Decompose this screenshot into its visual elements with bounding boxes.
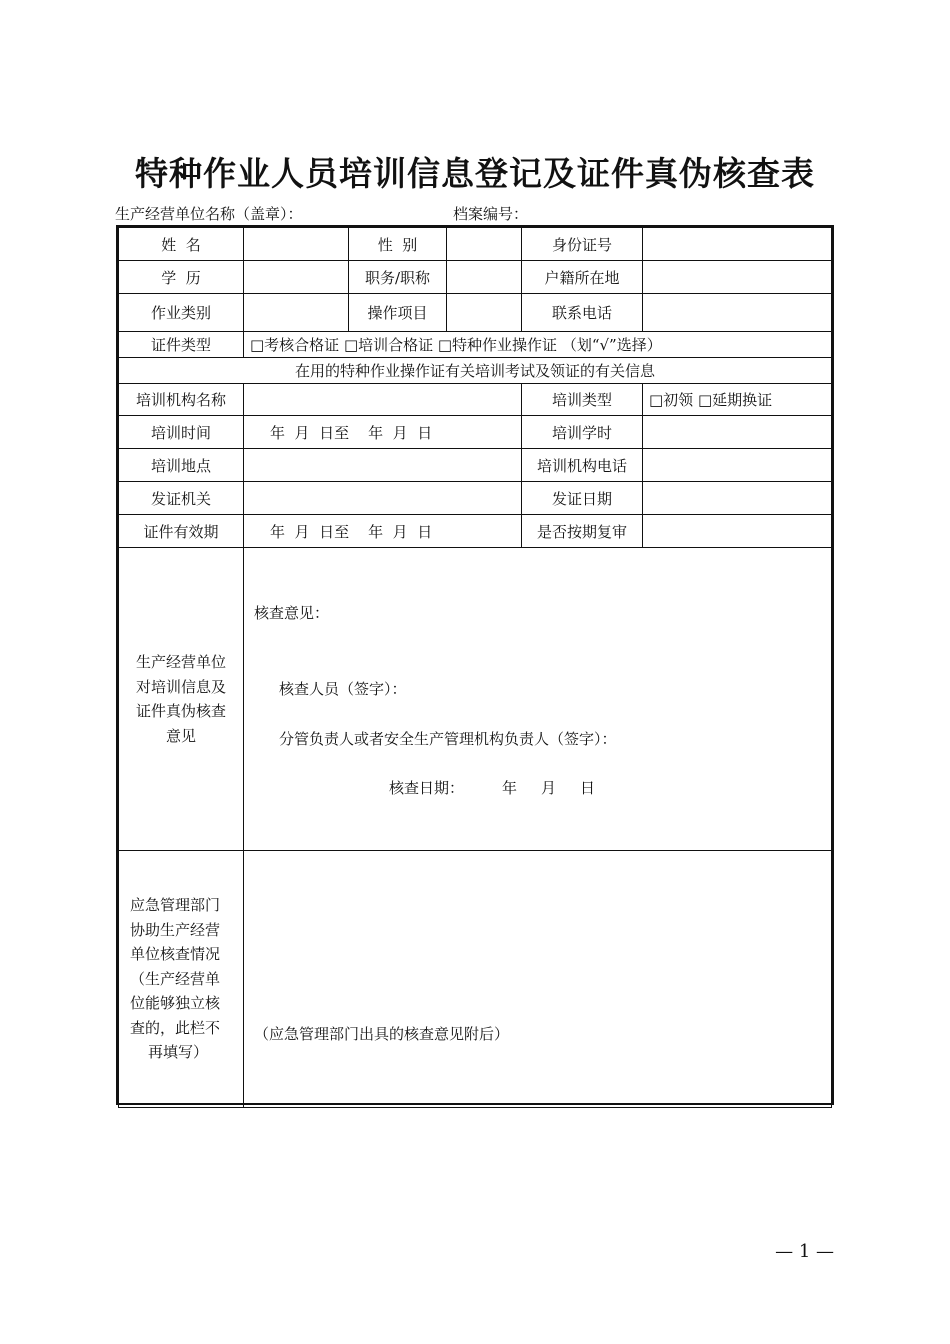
issue-date-label: 发证日期	[522, 482, 643, 515]
table-row	[119, 548, 832, 851]
assist-label-line: 单位核查情况	[130, 945, 221, 964]
hukou-label: 户籍所在地	[522, 261, 643, 294]
review-on-time-field[interactable]	[643, 515, 832, 548]
training-hours-label: 培训学时	[522, 416, 643, 449]
id-number-field[interactable]	[643, 228, 832, 261]
education-label: 学 历	[119, 261, 244, 294]
training-org-label: 培训机构名称	[119, 384, 244, 416]
assist-label-line: 应急管理部门	[130, 896, 221, 915]
cert-type-options[interactable]: □考核合格证 □培训合格证 □特种作业操作证 （划“√”选择）	[244, 332, 832, 358]
table-row	[119, 449, 832, 482]
cert-type-label: 证件类型	[119, 332, 244, 358]
name-field[interactable]	[244, 228, 349, 261]
table-row	[119, 228, 832, 261]
table-row	[119, 416, 832, 449]
table-row	[119, 851, 832, 1108]
review-label-line: 对培训信息及	[135, 677, 226, 696]
review-opinion-label: 核查意见：	[254, 604, 330, 622]
assist-section-content[interactable]	[244, 851, 832, 1108]
table-row	[119, 515, 832, 548]
gender-label: 性 别	[349, 228, 447, 261]
operation-item-field[interactable]	[447, 294, 522, 332]
section-heading: 在用的特种作业操作证有关培训考试及领证的有关信息	[119, 358, 832, 384]
training-type-options[interactable]: □初领 □延期换证	[643, 384, 832, 416]
review-label-line: 意见	[165, 726, 196, 745]
page-title: 特种作业人员培训信息登记及证件真伪核查表	[135, 154, 815, 193]
table-row	[119, 482, 832, 515]
page-number: — 1 —	[775, 1241, 834, 1262]
work-category-field[interactable]	[244, 294, 349, 332]
operation-item-label: 操作项目	[349, 294, 447, 332]
review-label-line: 生产经营单位	[135, 653, 226, 671]
training-time-field[interactable]: 年 月 日至 年 月 日	[244, 416, 522, 449]
table-row	[119, 358, 832, 384]
training-org-phone-field[interactable]	[643, 449, 832, 482]
training-org-field[interactable]	[244, 384, 522, 416]
unit-name-label: 生产经营单位名称（盖章）：	[115, 205, 303, 223]
assist-note: （应急管理部门出具的核查意见附后）	[254, 1025, 510, 1043]
assist-label-line: 查的，此栏不	[130, 1018, 221, 1037]
training-hours-field[interactable]	[643, 416, 832, 449]
table-row	[119, 294, 832, 332]
validity-field[interactable]: 年 月 日至 年 月 日	[244, 515, 522, 548]
assist-label-line: 协助生产经营	[130, 920, 221, 939]
issue-date-field[interactable]	[643, 482, 832, 515]
assist-label-line: 位能够独立核	[130, 994, 221, 1013]
issuing-authority-field[interactable]	[244, 482, 522, 515]
position-field[interactable]	[447, 261, 522, 294]
training-org-phone-label: 培训机构电话	[522, 449, 643, 482]
file-number-label: 档案编号：	[453, 205, 529, 223]
phone-field[interactable]	[643, 294, 832, 332]
position-label: 职务/职称	[349, 261, 447, 294]
review-date	[389, 777, 595, 798]
review-on-time-label: 是否按期复审	[522, 515, 643, 548]
training-time-label: 培训时间	[119, 416, 244, 449]
inspector-signature-label: 核查人员（签字）：	[279, 680, 407, 698]
validity-label: 证件有效期	[119, 515, 244, 548]
table-row	[119, 332, 832, 358]
issuing-authority-label: 发证机关	[119, 482, 244, 515]
assist-label-line: 再填写）	[147, 1043, 208, 1062]
review-section-label	[119, 548, 244, 851]
review-label-line: 证件真伪核查	[135, 702, 226, 720]
table-row	[119, 384, 832, 416]
id-number-label: 身份证号	[522, 228, 643, 261]
phone-label: 联系电话	[522, 294, 643, 332]
leader-signature-label: 分管负责人或者安全生产管理机构负责人（签字）：	[279, 730, 617, 748]
review-section-content[interactable]	[244, 548, 832, 851]
review-date-year: 年	[502, 779, 518, 797]
assist-section-label	[119, 851, 244, 1108]
name-label: 姓 名	[119, 228, 244, 261]
assist-label-line: （生产经营单	[130, 969, 221, 988]
gender-field[interactable]	[447, 228, 522, 261]
table-row	[119, 261, 832, 294]
review-date-day: 日	[580, 779, 596, 797]
hukou-field[interactable]	[643, 261, 832, 294]
training-place-label: 培训地点	[119, 449, 244, 482]
training-place-field[interactable]	[244, 449, 522, 482]
review-date-label: 核查日期：	[389, 779, 465, 797]
education-field[interactable]	[244, 261, 349, 294]
review-date-month: 月	[541, 779, 557, 797]
training-type-label: 培训类型	[522, 384, 643, 416]
work-category-label: 作业类别	[119, 294, 244, 332]
registration-form-table	[116, 225, 834, 1105]
